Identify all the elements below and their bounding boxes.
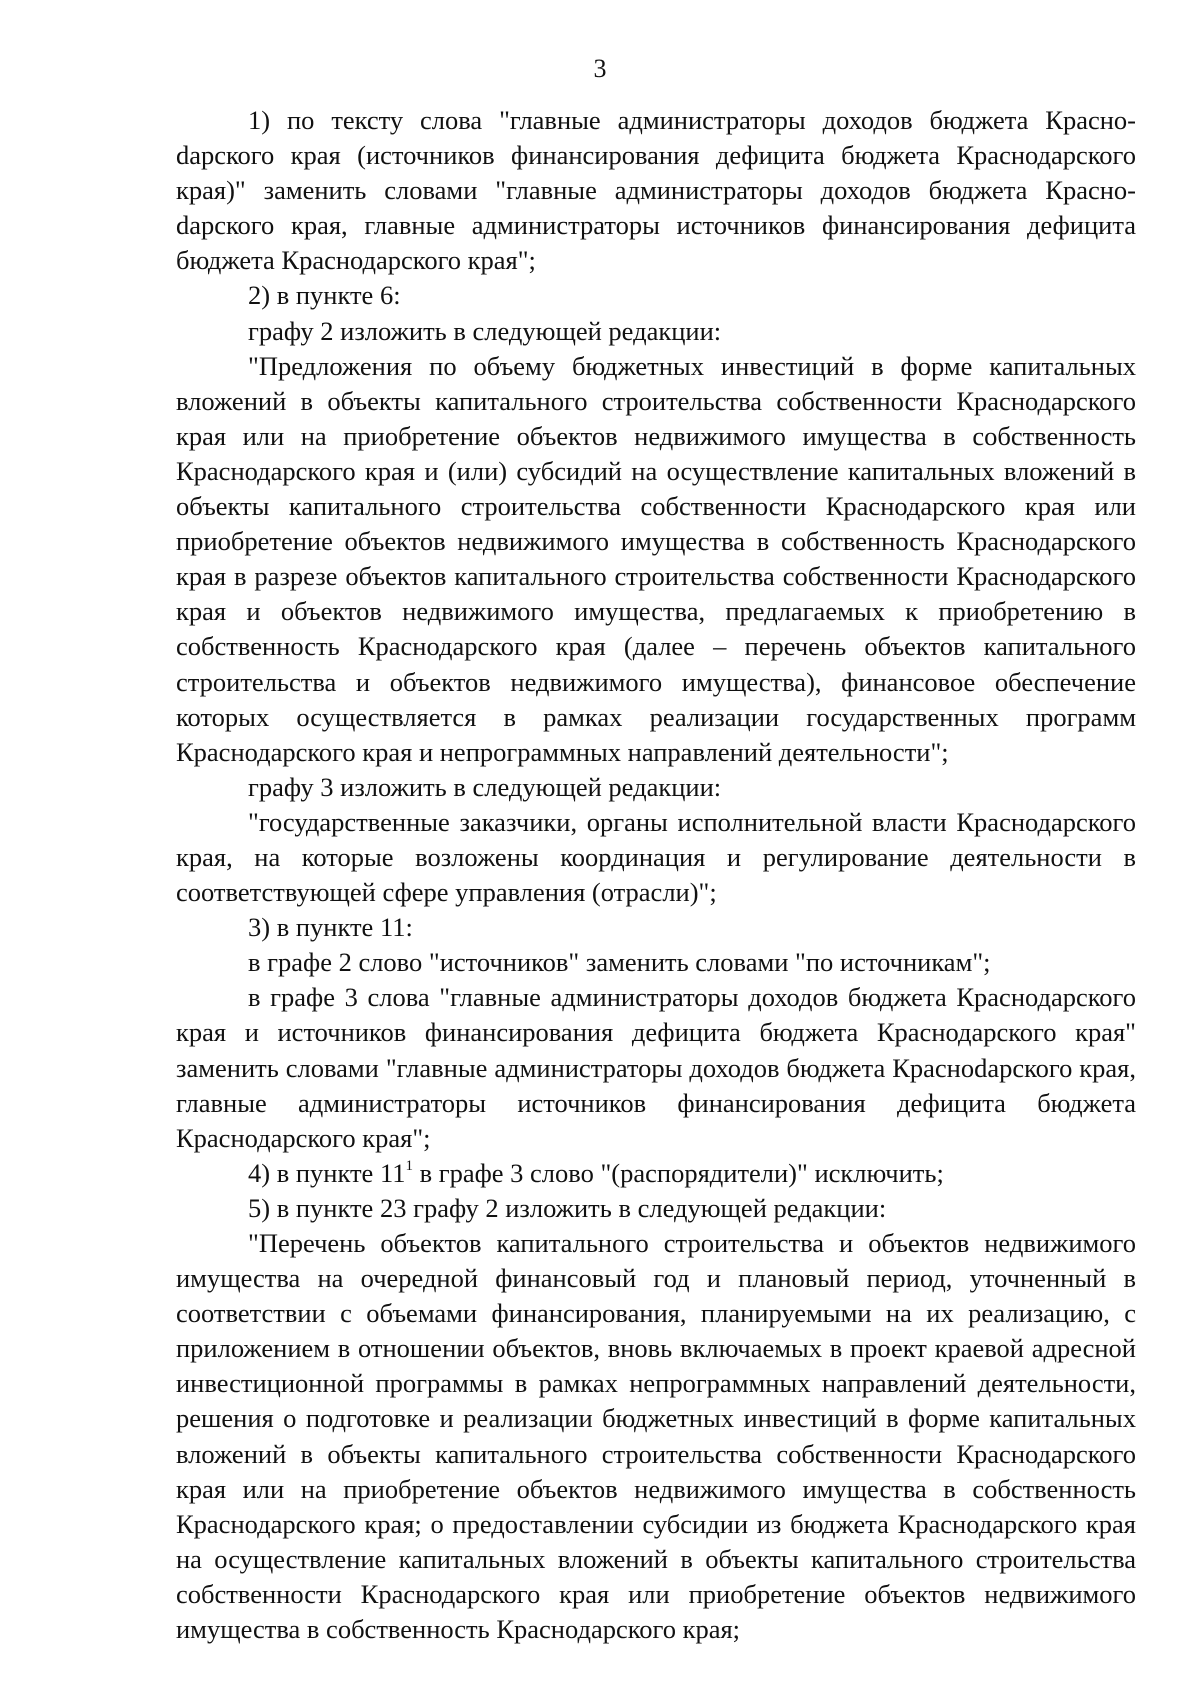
paragraph-9: в графе 3 слова "главные администраторы доходов бюджета Краснодарского края и источников финансирования дефицита бюджета Краснодарского края" заменить словами "главные администраторы доходов бюджета Красноdарского края, главные администраторы источников финансирования дефицита бюджета Краснодарского края"; — [176, 982, 1136, 1153]
paragraph-4: "Предложения по объему бюджетных инвестиций в форме капитальных вложений в объекты капитального строительства собственности Краснодарского края или на приобретение объектов недвижимого имущества в собственность Краснодарского края и (или) субсидий на осуществление капитальных вложений в объекты капитального строительства собственности Краснодарского края или приобретение объектов недвижимого имущества в собственность Краснодарского края в разрезе объектов капитального строительства собственности Краснодарского края и объектов недвижимого имущества, предлагаемых к приобретению в собственность Краснодарского края (далее – перечень объектов капитального строительства и объектов недвижимого имущества), финансовое обеспечение которых осуществляется в рамках реализации государственных программ Краснодарского края и непрограммных направлений деятельности"; — [176, 350, 1136, 767]
page-number: 3 — [593, 54, 607, 83]
paragraph-5: графу 3 изложить в следующей редакции: — [248, 771, 722, 802]
paragraph-11: 5) в пункте 23 графу 2 изложить в следующей редакции: — [248, 1192, 887, 1223]
paragraph-8: в графе 2 слово "источников" заменить словами "по источникам"; — [248, 947, 991, 978]
paragraph-10 — [176, 1156, 1136, 1191]
paragraph-7: 3) в пункте 11: — [248, 912, 413, 943]
paragraph-3: графу 2 изложить в следующей редакции: — [248, 315, 722, 346]
paragraph-10-end: в графе 3 слово "(распорядители)" исключить; — [412, 1157, 944, 1188]
paragraph-1: 1) по тексту слова "главные администраторы доходов бюджета Красноdарского края (источников финансирования дефицита бюджета Краснодарского края)" заменить словами "главные администраторы доходов бюджета Красноdарского края, главные администраторы источников финансирования дефицита бюджета Краснодарского края"; — [176, 105, 1136, 276]
paragraph-10-start: 4) в пункте 11 — [248, 1157, 406, 1188]
document-body — [176, 103, 1136, 1647]
paragraph-12: "Перечень объектов капитального строительства и объектов недвижимого имущества на очередной финансовый год и плановый период, уточненный в соответствии с объемами финансирования, планируемыми на их реализацию, с приложением в отношении объектов, вновь включаемых в проект краевой адресной инвестиционной программы в рамках непрограммных направлений деятельности, решения о подготовке и реализации бюджетных инвестиций в форме капитальных вложений в объекты капитального строительства собственности Краснодарского края или на приобретение объектов недвижимого имущества в собственность Краснодарского края; о предоставлении субсидии из бюджета Краснодарского края на осуществление капитальных вложений в объекты капитального строительства собственности Краснодарского края или приобретение объектов недвижимого имущества в собственность Краснодарского края; — [176, 1228, 1136, 1645]
paragraph-6: "государственные заказчики, органы исполнительной власти Краснодарского края, на которые возложены координация и регулирование деятельности в соответствующей сфере управления (отрасли)"; — [176, 806, 1136, 908]
paragraph-2: 2) в пункте 6: — [248, 280, 401, 311]
superscript-number: 1 — [405, 1157, 413, 1174]
